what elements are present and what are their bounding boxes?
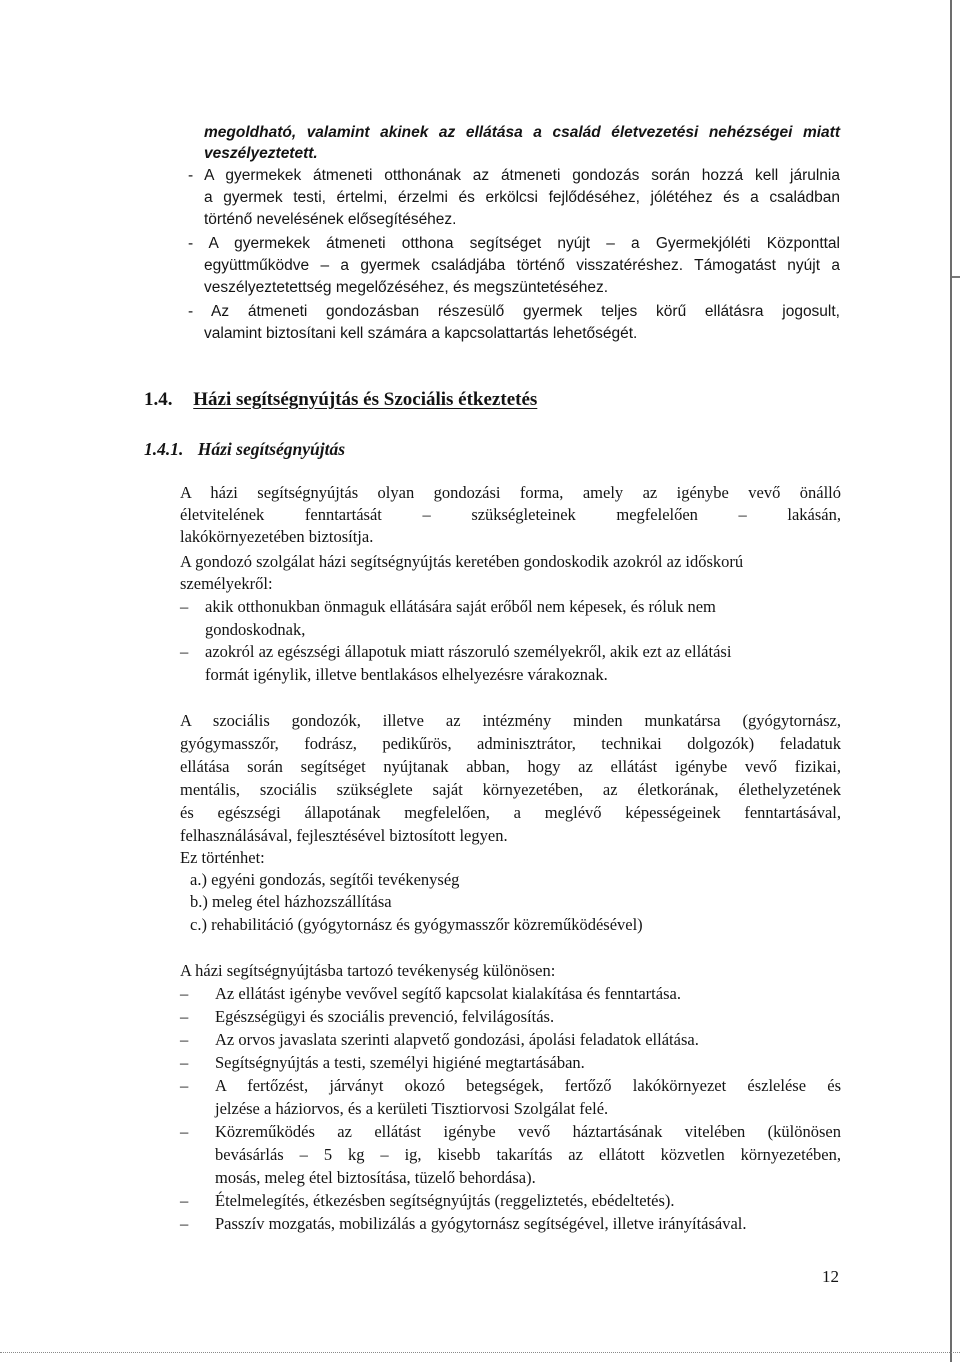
intro-bold-line-2: veszélyeztetett. [204,145,318,162]
dash-icon: – [180,984,189,1003]
section-title: Házi segítségnyújtás és Szociális étkeztetés [193,389,538,410]
para-2-item-1-line-2: gondoskodnak, [205,620,306,639]
option-b: b.) meleg étel házhozszállítása [190,892,392,911]
dash-icon: – [180,1030,189,1049]
intro-bullet-1-line-2: a gyermek testi, értelmi, érzelmi és erkölcsi fejlődéséhez, jólétéhez és a családban [204,189,840,206]
para-3-line-4: mentális, szociális szükséglete saját környezetében, az életkorának, élethelyzetének [180,780,841,799]
list-item-3: Az orvos javaslata szerinti alapvető gondozási, ápolási feladatok ellátása. [215,1030,699,1049]
list-item-4: Segítségnyújtás a testi, személyi higiéné megtartásában. [215,1053,585,1072]
intro-bullet-1-line-1: - A gyermekek átmeneti otthonának az átmeneti gondozás során hozzá kell járulnia [188,167,840,184]
subsection-title: Házi segítségnyújtás [197,439,346,459]
list-item-1: Az ellátást igénybe vevővel segítő kapcsolat kialakítása és fenntartása. [215,984,681,1003]
para-1-line-2: életvitelének fenntartását – szükségleteinek megfelelően – lakásán, [180,505,841,524]
list-item-8: Passzív mozgatás, mobilizálás a gyógytornász segítségével, illetve irányításával. [215,1214,747,1233]
dash-icon: – [180,1191,189,1210]
para-3-line-2: gyógymasszőr, fodrász, pedikűrös, adminisztrátor, technikai dolgozók) feladatuk [180,734,841,753]
option-c: c.) rehabilitáció (gyógytornász és gyógymasszőr közreműködésével) [190,915,643,934]
para-2-line-2: személyekről: [180,574,273,593]
option-a: a.) egyéni gondozás, segítői tevékenység [190,870,460,889]
para-2-line-1: A gondozó szolgálat házi segítségnyújtás keretében gondoskodik azokról az időskorú [180,552,744,571]
dash-icon: – [180,1214,189,1233]
scan-bottom-edge [0,1352,960,1354]
scan-edge-line [950,0,952,1362]
dash-icon: – [180,597,189,616]
list-item-2: Egészségügyi és szociális prevenció, felvilágosítás. [215,1007,555,1026]
dash-icon: – [180,642,189,661]
section-heading [144,388,537,412]
para-3-line-5: és egészségi állapotának megfelelően, a meglévő képességeinek fenntartásával, [180,803,841,822]
para-1-line-3: lakókörnyezetében biztosítja. [180,527,374,546]
para-1-line-1: A házi segítségnyújtás olyan gondozási forma, amely az igénybe vevő önálló [180,483,841,502]
list-item-6-line-1: Közreműködés az ellátást igénybe vevő háztartásának vitelében (különösen [215,1122,841,1141]
intro-bullet-3-line-1: - Az átmeneti gondozásban részesülő gyermek teljes körű ellátásra jogosult, [188,303,840,320]
intro-bullet-2-line-1: - A gyermekek átmeneti otthona segítséget nyújt – a Gyermekjóléti Központtal [188,235,840,252]
para-2-item-2-line-2: formát igénylik, illetve bentlakásos elhelyezésre várakoznak. [205,665,608,684]
page-number: 12 [822,1267,839,1286]
subsection-number: 1.4.1. [144,439,184,459]
scan-edge-mark [952,276,960,278]
list-item-5-line-2: jelzése a háziorvos, és a kerületi Tisztiorvosi Szolgálat felé. [215,1099,609,1118]
list-item-6-line-2: bevásárlás – 5 kg – ig, kisebb takarítás az ellátott közvetlen környezetében, [215,1145,841,1164]
para-3-line-1: A szociális gondozók, illetve az intézmény minden munkatársa (gyógytornász, [180,711,841,730]
list-intro: A házi segítségnyújtásba tartozó tevékenység különösen: [180,961,556,980]
para-2-item-2-line-1: azokról az egészségi állapotuk miatt rászoruló személyekről, akik ezt az ellátási [205,642,732,661]
intro-bullet-2-line-2: együttműködve – a gyermek családjába történő visszatéréshez. Támogatást nyújt a [204,257,840,274]
para-3-line-7: Ez történhet: [180,848,265,867]
para-3-line-6: felhasználásával, fejlesztésével biztosított legyen. [180,826,508,845]
intro-bold-line-1: megoldható, valamint akinek az ellátása a család életvezetési nehézségei miatt [204,124,840,141]
list-item-5-line-1: A fertőzést, járványt okozó betegségek, fertőző lakókörnyezet észlelése és [215,1076,841,1095]
intro-bullet-1-line-3: történő nevelésének elősegítéséhez. [204,211,457,228]
dash-icon: – [180,1122,189,1141]
subsection-heading [144,438,345,460]
dash-icon: – [180,1053,189,1072]
para-3-line-3: ellátása során segítséget nyújtanak abban, hogy az ellátást igénybe vevő fizikai, [180,757,841,776]
intro-bullet-2-line-3: veszélyeztetettség megelőzéséhez, és megszüntetéséhez. [204,279,609,296]
list-item-7: Ételmelegítés, étkezésben segítségnyújtás (reggeliztetés, ebédeltetés). [215,1191,675,1210]
list-item-6-line-3: mosás, meleg étel biztosítása, tüzelő behordása). [215,1168,536,1187]
para-2-item-1-line-1: akik otthonukban önmaguk ellátására saját erőből nem képesek, és róluk nem [205,597,716,616]
intro-bullet-3-line-2: valamint biztosítani kell számára a kapcsolattartás lehetőségét. [204,325,638,342]
dash-icon: – [180,1007,189,1026]
dash-icon: – [180,1076,189,1095]
section-number: 1.4. [144,389,173,410]
